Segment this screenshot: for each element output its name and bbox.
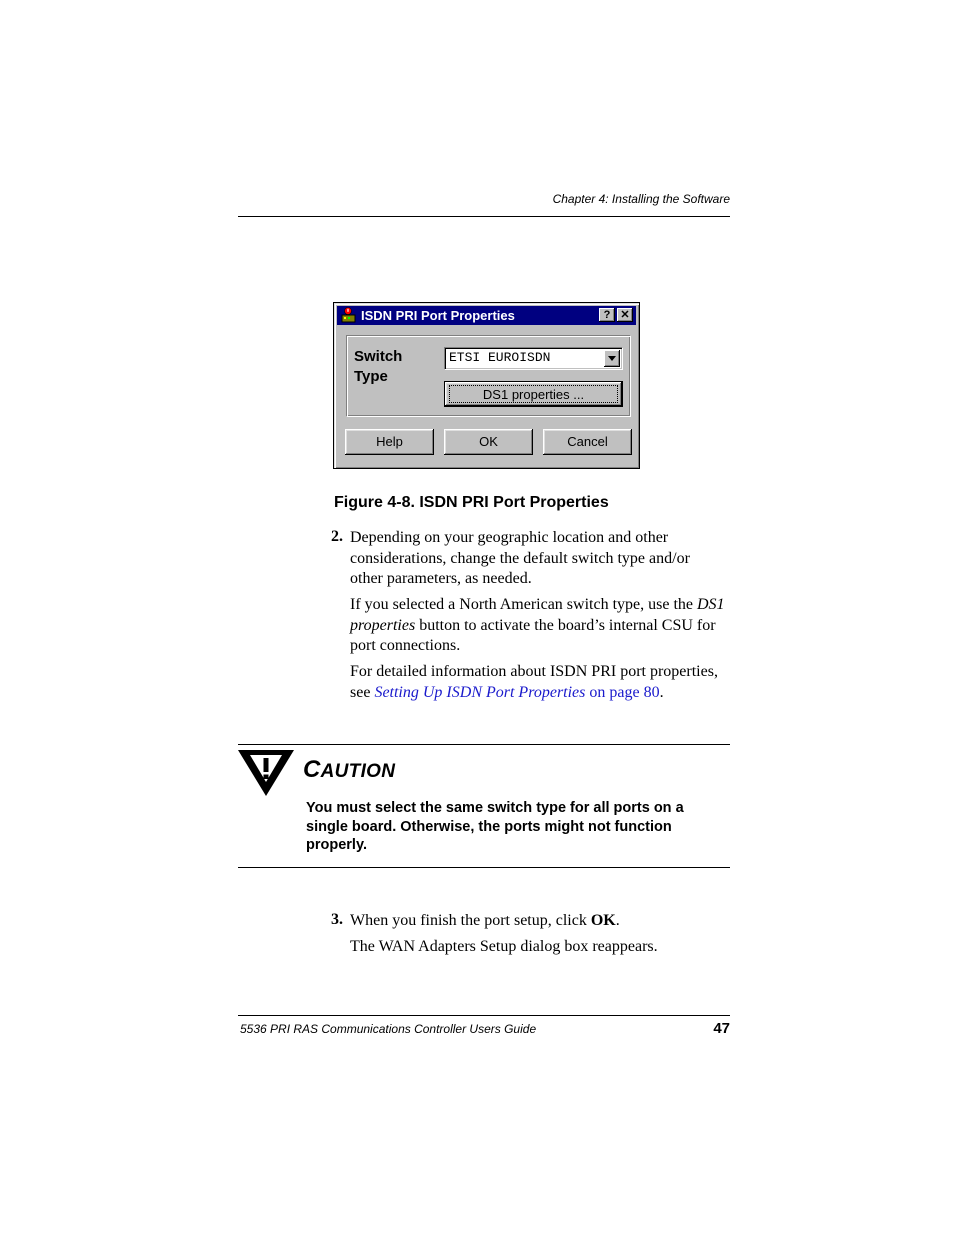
step-3-text: When you finish the port setup, click OK. (350, 912, 620, 929)
dialog-titlebar (337, 306, 636, 325)
step-2-text: Depending on your geographic location and other considerations, change the default switch type and/or other parameters, as needed. (350, 529, 690, 587)
type-label: Type (354, 368, 388, 385)
caution-bottom-rule (238, 867, 730, 868)
footer-rule (238, 1015, 730, 1016)
ds1-properties-label: DS1 properties ... (449, 385, 618, 403)
step-3-para: The WAN Adapters Setup dialog box reappears. (350, 938, 658, 955)
switch-label: Switch (354, 348, 403, 365)
chevron-down-icon[interactable] (604, 350, 620, 367)
footer-doc-title: 5536 PRI RAS Communications Controller Users Guide (240, 1022, 537, 1036)
step-3-number: 3. (331, 911, 343, 928)
ds1-properties-ref: DS1 properties (350, 596, 725, 634)
close-button[interactable]: ✕ (617, 308, 633, 322)
cross-reference-link[interactable]: Setting Up ISDN Port Properties on page 80 (374, 683, 660, 701)
switch-type-select[interactable] (444, 347, 623, 370)
figure-caption: Figure 4-8. ISDN PRI Port Properties (334, 494, 609, 511)
warning-triangle-icon (238, 748, 294, 798)
step-2-para-2: For detailed information about ISDN PRI port properties, see Setting Up ISDN Port Properties on page 80. (350, 663, 718, 701)
help-button[interactable]: Help (345, 429, 434, 455)
page-number: 47 (713, 1020, 730, 1037)
step-2-number: 2. (331, 528, 343, 545)
caution-top-rule (238, 744, 730, 745)
step-2-para-1: If you selected a North American switch type, use the DS1 properties button to activate the board’s internal CSU for port connections. (350, 596, 725, 654)
ds1-properties-button[interactable] (444, 381, 623, 407)
running-header: Chapter 4: Installing the Software (552, 192, 730, 206)
switch-type-value: ETSI EUROISDN (449, 350, 551, 365)
isdn-pri-port-properties-dialog (333, 302, 640, 469)
app-icon (340, 307, 357, 324)
cancel-button[interactable]: Cancel (543, 429, 632, 455)
header-rule (238, 216, 730, 217)
caution-title: CAUTION (303, 756, 396, 783)
ok-button[interactable]: OK (444, 429, 533, 455)
help-question-button[interactable]: ? (599, 308, 615, 322)
caution-text: You must select the same switch type for all ports on a single board. Otherwise, the ports might not function properly. (306, 800, 684, 853)
dialog-title: ISDN PRI Port Properties (361, 308, 515, 323)
